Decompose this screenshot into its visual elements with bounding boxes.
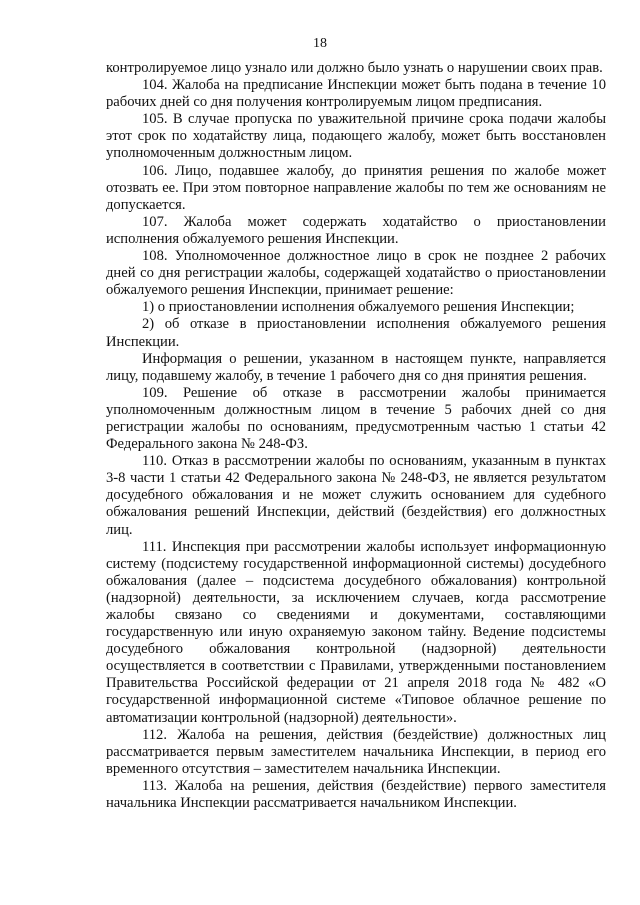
page-number: 18	[313, 36, 327, 51]
paragraph-110: 110. Отказ в рассмотрении жалобы по основаниям, указанным в пунктах 3-8 части 1 статьи 42 Федерального закона № 248-ФЗ, не является результатом досудебного обжалования и не может служить основанием для судебного обжалования решений Инспекции, действий (бездействия) его должностных лиц.	[106, 453, 606, 538]
paragraph-112: 112. Жалоба на решения, действия (бездействие) должностных лиц рассматривается первым заместителем начальника Инспекции, в период его временного отсутствия – заместителем начальника Инспекции.	[106, 726, 606, 777]
paragraph-105: 105. В случае пропуска по уважительной причине срока подачи жалобы этот срок по ходатайству лица, подающего жалобу, может быть восстановлен уполномоченным должностным лицом.	[106, 111, 606, 162]
paragraph-108-info: Информация о решении, указанном в настоящем пункте, направляется лицу, подавшему жалобу, в течение 1 рабочего дня со дня принятия решения.	[106, 350, 606, 384]
document-body	[106, 60, 606, 812]
paragraph-104: 104. Жалоба на предписание Инспекции может быть подана в течение 10 рабочих дней со дня получения контролируемым лицом предписания.	[106, 77, 606, 111]
paragraph-108: 108. Уполномоченное должностное лицо в срок не позднее 2 рабочих дней со дня регистрации жалобы, содержащей ходатайство о приостановлении обжалуемого решения Инспекции, принимает решение:	[106, 248, 606, 299]
paragraph-113: 113. Жалоба на решения, действия (бездействие) первого заместителя начальника Инспекции рассматривается начальником Инспекции.	[106, 777, 606, 812]
paragraph-109: 109. Решение об отказе в рассмотрении жалобы принимается уполномоченным должностным лицом в течение 5 рабочих дней со дня регистрации жалобы по основаниям, предусмотренным частью 1 статьи 42 Федерального закона № 248-ФЗ.	[106, 384, 606, 453]
paragraph-106: 106. Лицо, подавшее жалобу, до принятия решения по жалобе может отозвать ее. При этом повторное направление жалобы по тем же основаниям не допускается.	[106, 162, 606, 213]
paragraph-continuation: контролируемое лицо узнало или должно было узнать о нарушении своих прав.	[106, 60, 603, 76]
paragraph-108-item-2: 2) об отказе в приостановлении исполнения обжалуемого решения Инспекции.	[106, 316, 606, 350]
paragraph-107: 107. Жалоба может содержать ходатайство о приостановлении исполнения обжалуемого решения Инспекции.	[106, 213, 606, 247]
paragraph-111: 111. Инспекция при рассмотрении жалобы использует информационную систему (подсистему государственной информационной системы) досудебного обжалования (далее – подсистема досудебного обжалования) контрольной (надзорной) деятельности, за исключением случаев, когда рассмотрение жалобы связано со сведениями и документами, составляющими государственную или иную охраняемую законом тайну. Ведение подсистемы досудебного обжалования контрольной (надзорной) деятельности осуществляется в соответствии с Правилами, утвержденными постановлением Правительства Российской федерации от 21 апреля 2018 года № 482 «О государственной информационной системе «Типовое облачное решение по автоматизации контрольной (надзорной) деятельности».	[106, 538, 606, 726]
paragraph-108-item-1: 1) о приостановлении исполнения обжалуемого решения Инспекции;	[142, 299, 575, 316]
